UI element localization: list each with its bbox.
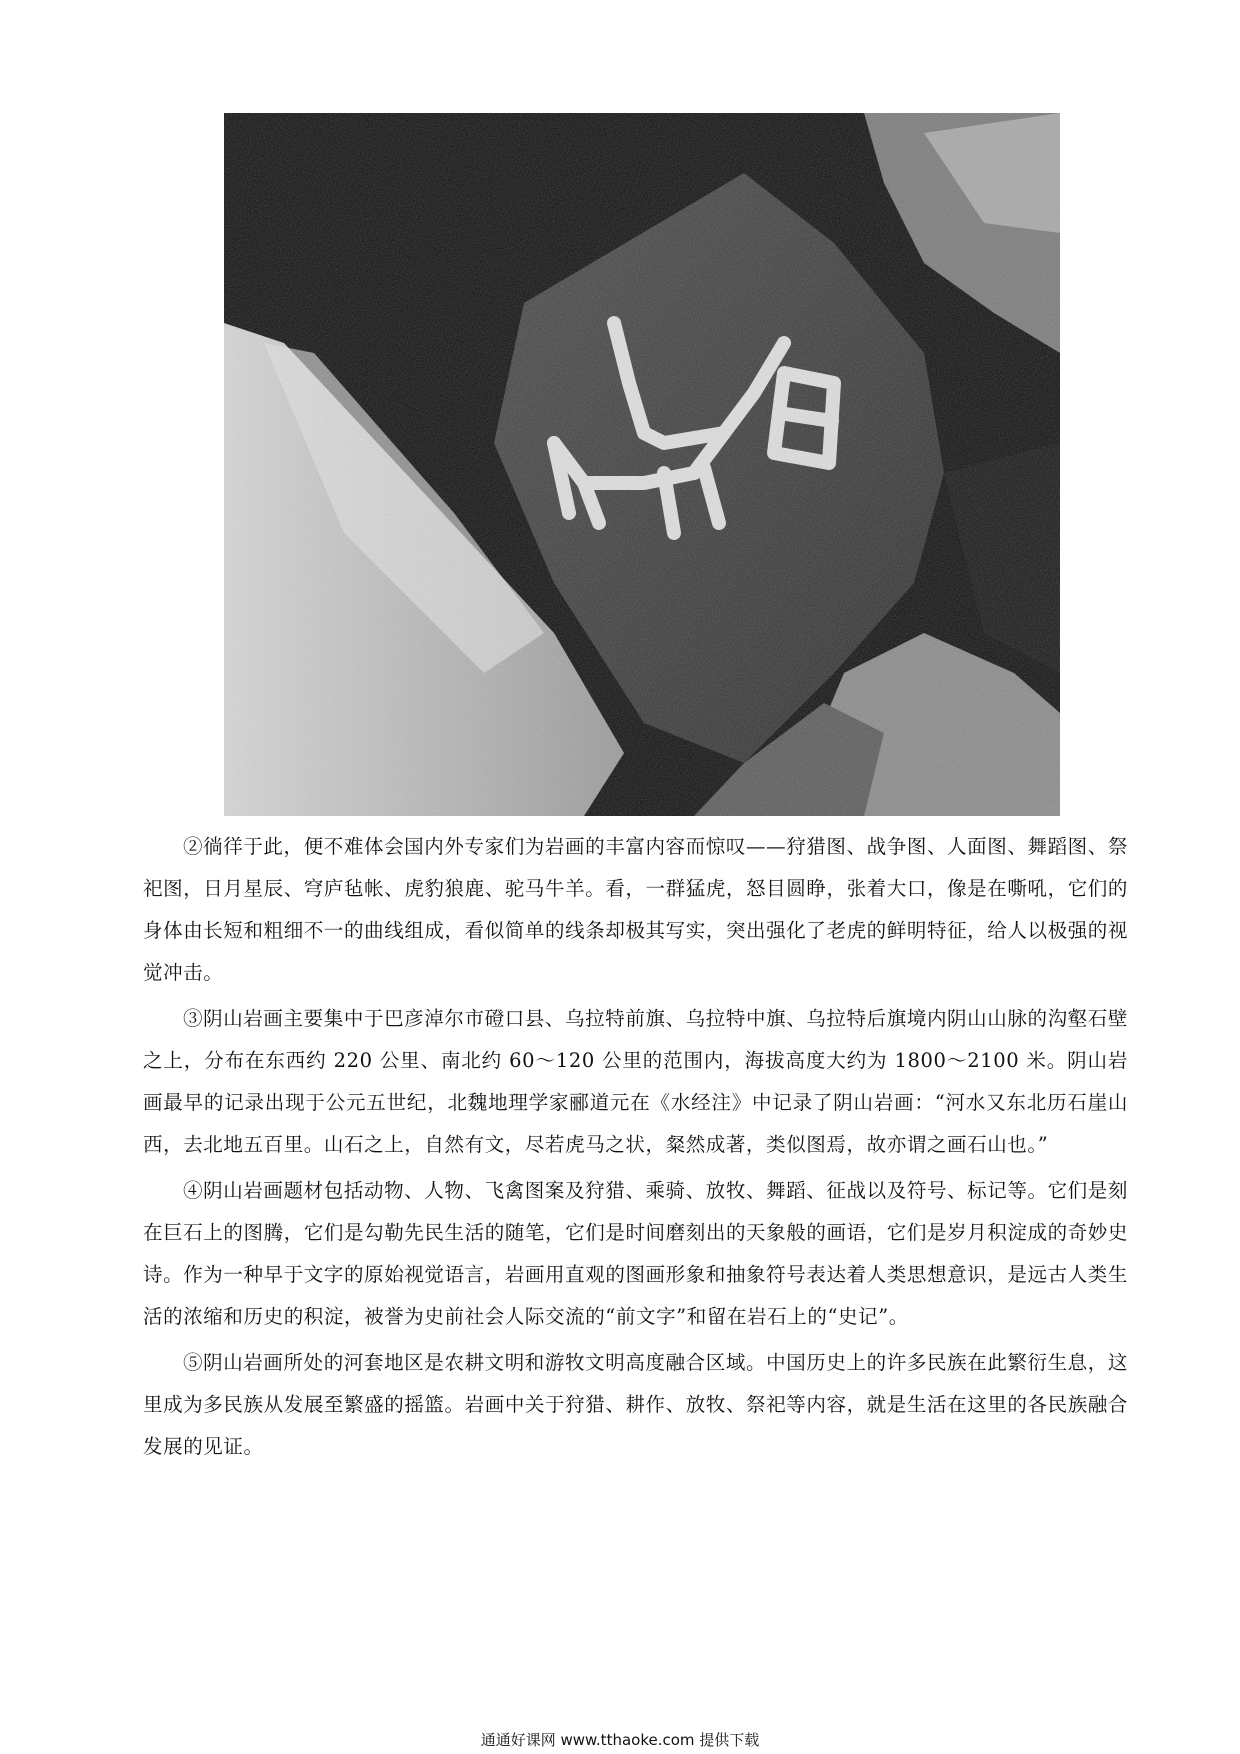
rock-art-photo — [224, 113, 1060, 816]
article-body — [143, 826, 1128, 1472]
paragraph-3: ③阴山岩画主要集中于巴彦淖尔市磴口县、乌拉特前旗、乌拉特中旗、乌拉特后旗境内阴山山脉的沟壑石壁之上，分布在东西约 220 公里、南北约 60～120 公里的范围内，海拔高度大约为 1800～2100 米。阴山岩画最早的记录出现于公元五世纪，北魏地理学家郦道元在《水经注》中记录了阴山岩画：“河水又东北历石崖山西，去北地五百里。山石之上，自然有文，尽若虎马之状，粲然成著，类似图焉，故亦谓之画石山也。” — [143, 1007, 1128, 1156]
paragraph-4: ④阴山岩画题材包括动物、人物、飞禽图案及狩猎、乘骑、放牧、舞蹈、征战以及符号、标记等。它们是刻在巨石上的图腾，它们是勾勒先民生活的随笔，它们是时间磨刻出的天象般的画语，它们是岁月积淀成的奇妙史诗。作为一种早于文字的原始视觉语言，岩画用直观的图画形象和抽象符号表达着人类思想意识，是远古人类生活的浓缩和历史的积淀，被誉为史前社会人际交流的“前文字”和留在岩石上的“史记”。 — [143, 1179, 1128, 1328]
paragraph-5: ⑤阴山岩画所处的河套地区是农耕文明和游牧文明高度融合区域。中国历史上的许多民族在此繁衍生息，这里成为多民族从发展至繁盛的摇篮。岩画中关于狩猎、耕作、放牧、祭祀等内容，就是生活在这里的各民族融合发展的见证。 — [143, 1351, 1128, 1458]
rock-art-icon — [224, 113, 1060, 816]
page-footer: 通通好课网 www.tthaoke.com 提供下载 — [480, 1731, 760, 1749]
paragraph-2: ②徜徉于此，便不难体会国内外专家们为岩画的丰富内容而惊叹——狩猎图、战争图、人面图、舞蹈图、祭祀图，日月星辰、穹庐毡帐、虎豹狼鹿、驼马牛羊。看，一群猛虎，怒目圆睁，张着大口，像是在嘶吼，它们的身体由长短和粗细不一的曲线组成，看似简单的线条却极其写实，突出强化了老虎的鲜明特征，给人以极强的视觉冲击。 — [143, 835, 1128, 984]
